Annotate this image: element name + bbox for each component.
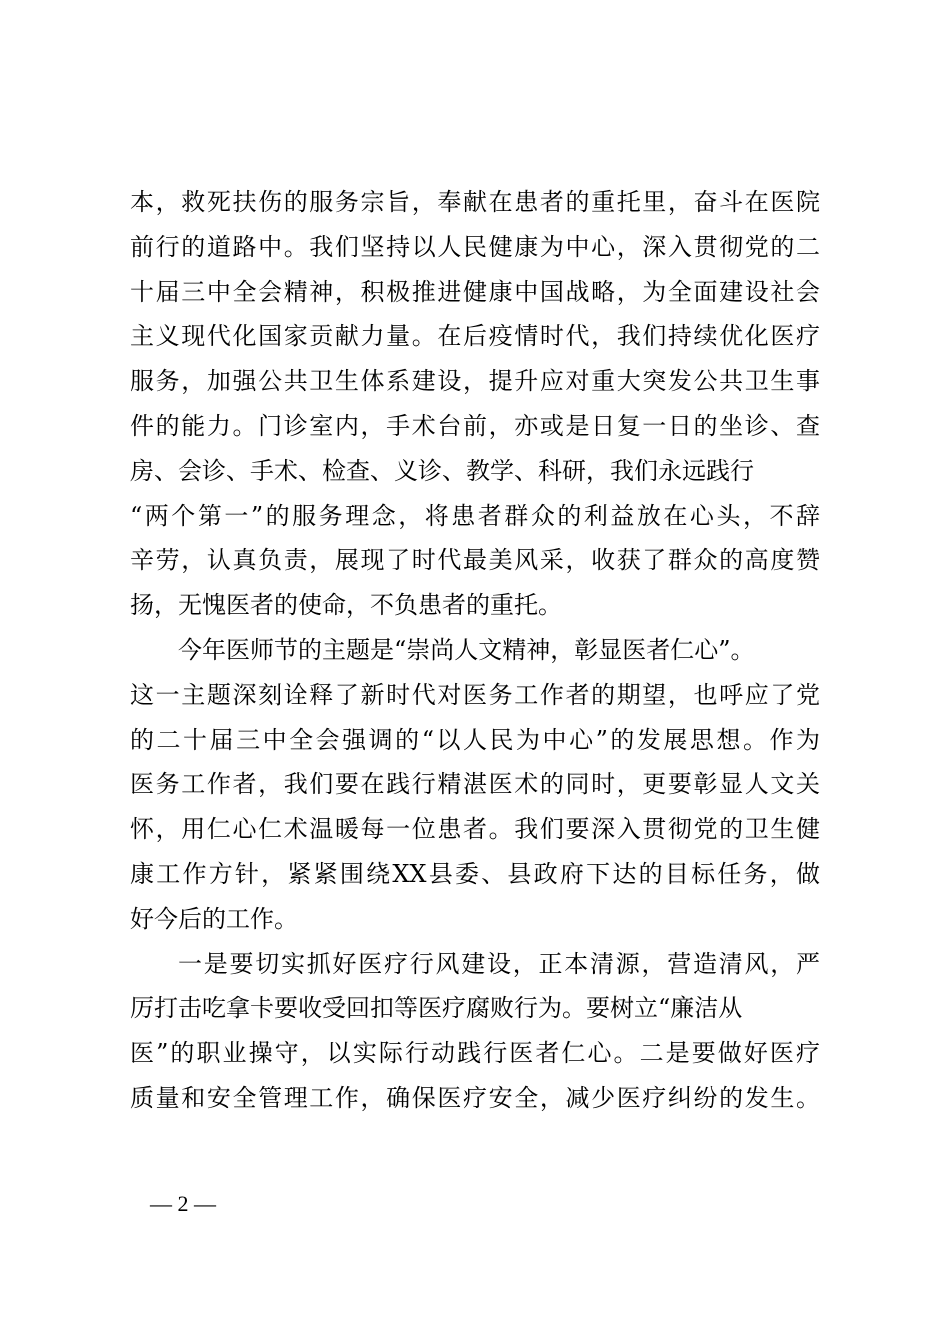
text-line: “两个第一”的服务理念，将患者群众的利益放在心头，不辞 [130,501,820,530]
text-line: 质量和安全管理工作，确保医疗安全，减少医疗纠纷的发生。 [130,1083,820,1112]
paragraph-2 [130,628,820,942]
text-line: 康工作方针，紧紧围绕XX县委、县政府下达的目标任务，做 [130,859,820,888]
text-line: 辛劳，认真负责，展现了时代最美风采，收获了群众的高度赞 [130,546,820,575]
document-body [130,180,820,1121]
text-line: 医”的职业操守，以实际行动践行医者仁心。二是要做好医疗 [130,1039,820,1068]
text-line: 件的能力。门诊室内，手术台前，亦或是日复一日的坐诊、查 [130,411,820,440]
text-line: 主义现代化国家贡献力量。在后疫情时代，我们持续优化医疗 [130,322,820,351]
text-line: 今年医师节的主题是“崇尚人文精神，彰显医者仁心”。 [178,635,755,664]
text-line: 扬，无愧医者的使命，不负患者的重托。 [130,591,562,620]
text-line: 好今后的工作。 [130,904,298,933]
text-line: 怀，用仁心仁术温暖每一位患者。我们要深入贯彻党的卫生健 [130,815,820,844]
text-line: 本，救死扶伤的服务宗旨，奉献在患者的重托里，奋斗在医院 [130,188,820,216]
text-line: 的二十届三中全会强调的“以人民为中心”的发展思想。作为 [130,725,820,754]
text-line: 前行的道路中。我们坚持以人民健康为中心，深入贯彻党的二 [130,232,820,261]
text-line: 厉打击吃拿卡要收受回扣等医疗腐败行为。要树立“廉洁从 [130,994,743,1023]
text-line: 医务工作者，我们要在践行精湛医术的同时，更要彰显人文关 [130,770,820,799]
page-number: — 2 — [150,1191,216,1216]
text-line: 服务，加强公共卫生体系建设，提升应对重大突发公共卫生事 [130,367,820,396]
paragraph-3 [130,942,820,1121]
paragraph-1 [130,180,820,628]
text-line: 十届三中全会精神，积极推进健康中国战略，为全面建设社会 [130,277,820,306]
text-line: 一是要切实抓好医疗行风建设，正本清源，营造清风，严 [178,949,820,978]
text-line: 房、会诊、手术、检查、义诊、教学、科研，我们永远践行 [130,456,754,485]
text-line: 这一主题深刻诠释了新时代对医务工作者的期望，也呼应了党 [130,680,820,709]
